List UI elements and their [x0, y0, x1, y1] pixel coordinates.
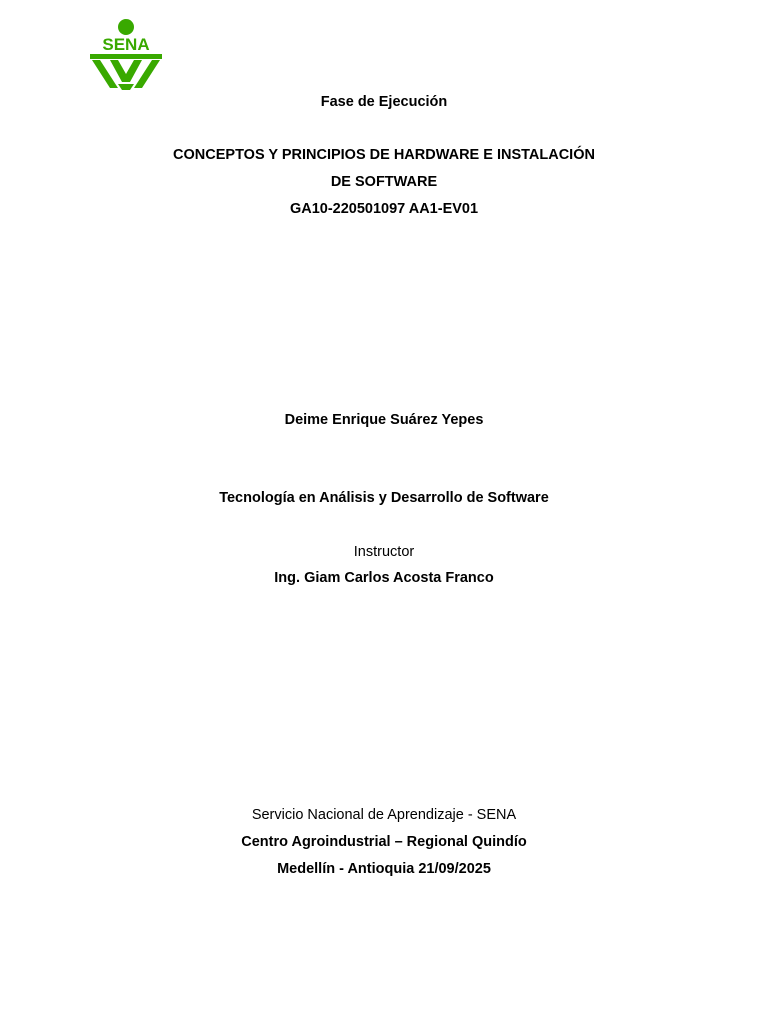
program-name: Tecnología en Análisis y Desarrollo de Software [219, 490, 549, 506]
institution-name: Servicio Nacional de Aprendizaje - SENA [251, 807, 517, 823]
location-date: Medellín - Antioquia 21/09/2025 [277, 861, 491, 877]
instructor-name: Ing. Giam Carlos Acosta Franco [274, 570, 494, 586]
activity-code: GA10-220501097 AA1-EV01 [289, 201, 479, 217]
sena-logo-text: SENA [102, 35, 150, 54]
sena-logo-icon [88, 16, 164, 94]
center-name: Centro Agroindustrial – Regional Quindío [241, 834, 527, 850]
document-title-line1: CONCEPTOS Y PRINCIPIOS DE HARDWARE E INSTALACIÓN [173, 147, 595, 163]
phase-label: Fase de Ejecución [320, 94, 448, 110]
instructor-label: Instructor [353, 544, 415, 560]
author-name: Deime Enrique Suárez Yepes [284, 412, 484, 428]
document-title-line2: DE SOFTWARE [330, 174, 438, 190]
